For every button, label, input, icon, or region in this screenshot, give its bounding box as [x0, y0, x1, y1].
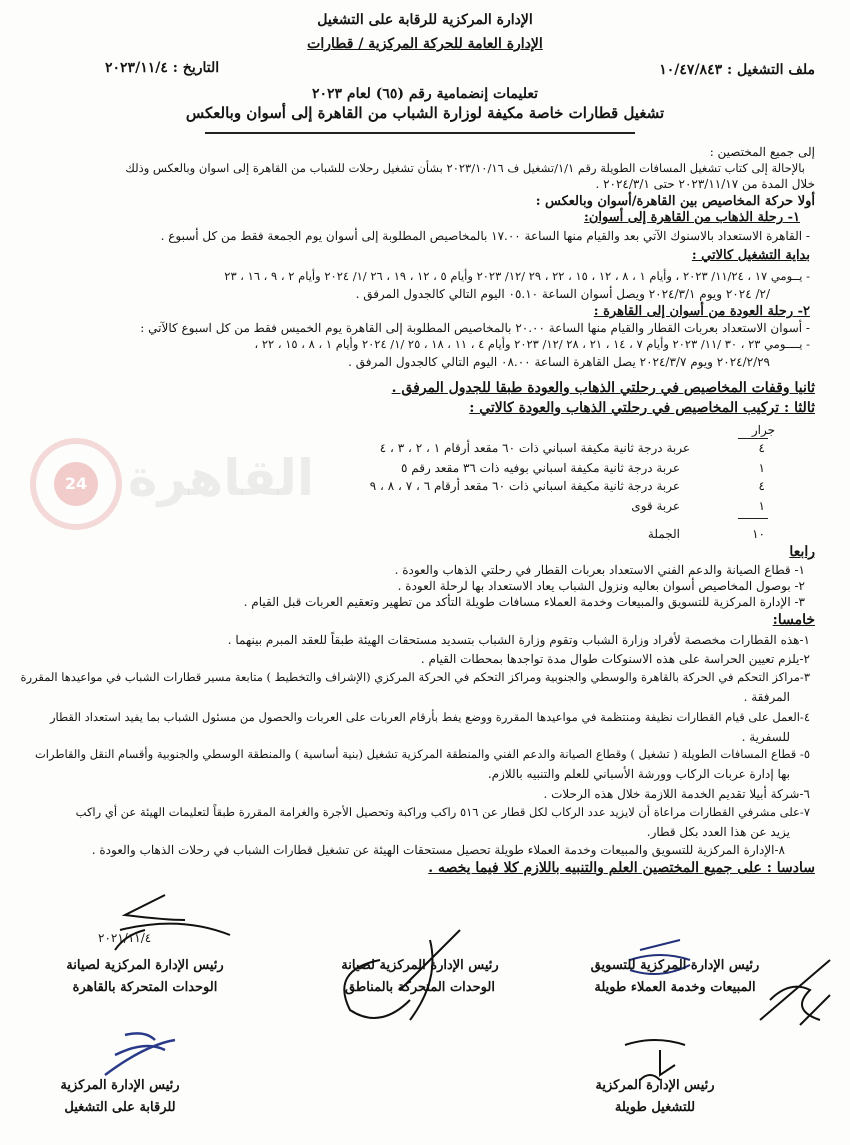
signatory-department: الوحدات المتحركة بالمناطق	[345, 980, 495, 995]
return-trip-heading: ٢- رحلة العودة من أسوان إلى القاهرة :	[593, 304, 810, 319]
fifth-item: ١-هذه القطارات مخصصة لأفراد وزارة الشباب وتقوم وزارة الشباب بتسديد مستحقات الهيئة طبقاً للعقد المبرم بينهما .	[227, 633, 810, 647]
signatory-department: المبيعات وخدمة العملاء طويلة	[594, 980, 756, 995]
return-trip-text: - أسوان الاستعداد بعربات القطار والقيام منها الساعة ٢٠.٠٠ بالمخاصيص المطلوبة إلى القاهرة يوم الخميس فقط من كل اسبوع كالآتي :	[140, 321, 810, 335]
fifth-item-continued: يزيد عن هذا العدد بكل قطار.	[646, 825, 790, 839]
signatory-title: رئيس الإدارة المركزية	[60, 1078, 180, 1093]
start-operation-heading: بداية التشغيل كالاتي :	[691, 248, 810, 263]
signatory-department: للرقابة على التشغيل	[64, 1100, 176, 1115]
file-number: ملف التشغيل : ١٠/٤٧/٨٤٣	[659, 62, 815, 78]
start-operation-dates-1: - يــومي ١٧ ، ١١/٢٤/ ٢٠٢٣ ، وأيام ١ ، ٨ ، ١٢ ، ١٥ ، ٢٢ ، ٢٩ /١٢/ ٢٠٢٣ وأيام ٥ ، ١٢ ، ١٩ ، ٢٦ /١/ ٢٠٢٤ وأيام ٢ ، ٩ ، ١٦ ، ٢٣	[224, 269, 810, 283]
fifth-item: ٤-العمل على قيام القطارات نظيفة ومنتظمة في مواعيدها المقررة ووضع يفط بأرقام العربات على العربات والحصول من مسئول الشباب بما يفيد استعداد القطار	[49, 710, 810, 724]
return-trip-dates-1: - يــــومي ٢٣ ، ٣٠ /١١/ ٢٠٢٣ وأيام ٧ ، ١٤ ، ٢١ ، ٢٨ /١٢/ ٢٠٢٣ وأيام ٤ ، ١١ ، ١٨ ، ٢٥ /١/ ٢٠٢٤ وأيام ١ ، ٨ ، ١٥ ، ٢٢ ،	[254, 337, 810, 351]
signatory-department: للتشغيل طويلة	[614, 1100, 696, 1115]
fifth-item-continued: للسفرية .	[741, 730, 790, 744]
signature-maintenance-cairo	[70, 885, 250, 955]
outbound-trip-text: - القاهرة الاستعداد بالاسنوك الآتي بعد والقيام منها الساعة ١٧.٠٠ بالمخاصيص المطلوبة إلى أسوان يوم الجمعة فقط من كل أسبوع .	[160, 229, 810, 243]
section-second-heading: ثانيا وقفات المخاصيص في رحلتي الذهاب والعودة طبقا للجدول المرفق .	[391, 380, 815, 396]
header-authority: الإدارة المركزية للرقابة على التشغيل	[317, 12, 533, 28]
document-subtitle: تشغيل قطارات خاصة مكيفة لوزارة الشباب من القاهرة إلى أسوان وبالعكس	[185, 104, 665, 122]
composition-count: ١	[758, 499, 765, 513]
signature-date: ٢٠٢١/١١/٤	[98, 931, 152, 945]
composition-count: ٤	[758, 479, 765, 493]
section-third-heading: ثالثا : تركيب المخاصيص في رحلتي الذهاب والعودة كالاتي :	[469, 400, 815, 416]
outbound-trip-heading: ١- رحلة الذهاب من القاهرة إلى أسوان:	[584, 210, 800, 225]
signatory-title: رئيس الإدارة المركزية	[595, 1078, 715, 1093]
fifth-item-continued: المرفقة .	[743, 690, 790, 704]
document-title: تعليمات إنضمامية رقم (٦٥) لعام ٢٠٢٣	[311, 86, 539, 102]
start-operation-dates-2: /٢/ ٢٠٢٤ ويوم ٢٠٢٤/٣/١ ويصل أسوان الساعة ٠٥.١٠ اليوم التالي كالجدول المرفق .	[355, 287, 770, 301]
signatory-title: رئيس الإدارة المركزية للتسويق	[590, 958, 760, 973]
section-fifth-heading: خامسا:	[772, 612, 815, 628]
intro-paragraph-line1: بالإحالة إلى كتاب تشغيل المسافات الطويلة رقم ١/١/تشغيل ف ٢٠٢٣/١٠/١٦ بشأن تشغيل رحلات للشباب من القاهرة إلى اسوان وبالعكس وذلك	[125, 161, 805, 175]
composition-total-count: ١٠	[752, 527, 765, 541]
composition-desc: عربة درجة ثانية مكيفة اسباني بوفيه ذات ٣٦ مقعد رقم ٥	[400, 461, 680, 475]
fifth-item: ٥- قطاع المسافات الطويلة ( تشغيل ) وقطاع الصيانة والدعم الفني والمنطقة المركزية تشغيل (بنية أساسية ) والمنطقة الوسطي والجنوبية وأقسام النقل والقاطرات	[34, 747, 810, 761]
fifth-item: ٣-مراكز التحكم في الحركة بالقاهرة والوسطي والجنوبية ومراكز التحكم في الحركة المركزي (الإشراف والتخطيط ) متابعة مسير قطارات الشباب في مواعيدها المقررة	[20, 670, 810, 684]
total-rule	[738, 518, 768, 519]
watermark-text: القاهرة	[128, 449, 314, 507]
section-fourth-heading: رابعا	[789, 544, 815, 560]
signatory-maintenance-regions	[320, 955, 520, 999]
fifth-item: ٢-يلزم تعيين الحراسة على هذه الاسنوكات طوال مدة تواجدها بمحطات القيام .	[420, 652, 810, 666]
signatory-department: الوحدات المتحركة بالقاهرة	[72, 980, 218, 995]
fifth-item: ٧-على مشرفي القطارات مراعاة أن لايزيد عدد الركاب لكل قطار عن ٥١٦ راكب وراكبة وتحصيل الأجرة والغرامة المقررة طبقاً لتعليمات الهيئة عن أي راكب	[75, 805, 810, 819]
watermark-logo	[30, 438, 122, 530]
composition-count: ٤	[758, 441, 765, 455]
fifth-item-continued: بها إدارة عربات الركاب وورشة الأسباني للعلم والتنبيه باللازم.	[487, 767, 790, 781]
header-department: الإدارة العامة للحركة المركزية / قطارات	[307, 36, 543, 52]
watermark-badge: 24	[54, 462, 98, 506]
signatory-operation-control	[40, 1075, 200, 1119]
composition-count: ١	[758, 461, 765, 475]
section-first-heading: أولا حركة المخاصيص بين القاهرة/أسوان وبالعكس :	[535, 194, 815, 209]
signatory-marketing	[575, 955, 775, 999]
signatory-title: رئيس الإدارة المركزية لصيانة	[66, 958, 224, 973]
document-date: التاريخ : ٢٠٢٣/١١/٤	[105, 60, 220, 76]
signatory-long-distance-operation	[575, 1075, 735, 1119]
addressee: إلى جميع المختصين :	[709, 145, 815, 159]
signatory-maintenance-cairo	[40, 955, 250, 999]
return-trip-dates-2: ٢٠٢٤/٢/٢٩ ويوم ٢٠٢٤/٣/٧ يصل القاهرة الساعة ٠٨.٠٠ اليوم التالي كالجدول المرفق .	[348, 355, 770, 369]
composition-desc: عربة درجة ثانية مكيفة اسباني ذات ٦٠ مقعد أرقام ٦ ، ٧ ، ٨ ، ٩	[369, 479, 680, 493]
composition-desc: عربة درجة ثانية مكيفة اسباني ذات ٦٠ مقعد أرقام ١ ، ٢ ، ٣ ، ٤	[379, 441, 690, 455]
column-rule	[738, 438, 768, 439]
fifth-item: ٨-الإدارة المركزية للتسويق والمبيعات وخدمة العملاء طويلة تحصيل مستحقات الهيئة عن تشغيل قطارات الشباب في رحلات الذهاب والعودة .	[91, 843, 785, 857]
composition-total-label: الجملة	[647, 527, 680, 541]
signatory-title: رئيس الإدارة المركزية لصيانة	[341, 958, 499, 973]
fourth-item: ١- قطاع الصيانة والدعم الفني الاستعداد بعربات القطار في رحلتي الذهاب والعودة .	[394, 563, 805, 577]
composition-desc: عربة قوى	[631, 499, 680, 513]
section-sixth-heading: سادسا : على جميع المختصين العلم والتنبيه باللازم كلا فيما يخصه .	[428, 860, 815, 876]
composition-column-header: جرار	[751, 423, 775, 437]
fourth-item: ٢- بوصول المخاصيص أسوان بعاليه ونزول الشباب يعاد الاستعداد بها لرحلة العودة .	[397, 579, 805, 593]
intro-paragraph-line2: خلال المدة من ٢٠٢٣/١١/١٧ حتى ٢٠٢٤/٣/١ .	[595, 177, 815, 191]
fifth-item: ٦-شركة أبيلا تقديم الخدمة اللازمة خلال هذه الرحلات .	[543, 787, 810, 801]
title-rule	[205, 132, 635, 134]
fourth-item: ٣- الإدارة المركزية للتسويق والمبيعات وخدمة العملاء مسافات طويلة التأكد من تطهير وتعقيم العربات قبل القيام .	[243, 595, 805, 609]
